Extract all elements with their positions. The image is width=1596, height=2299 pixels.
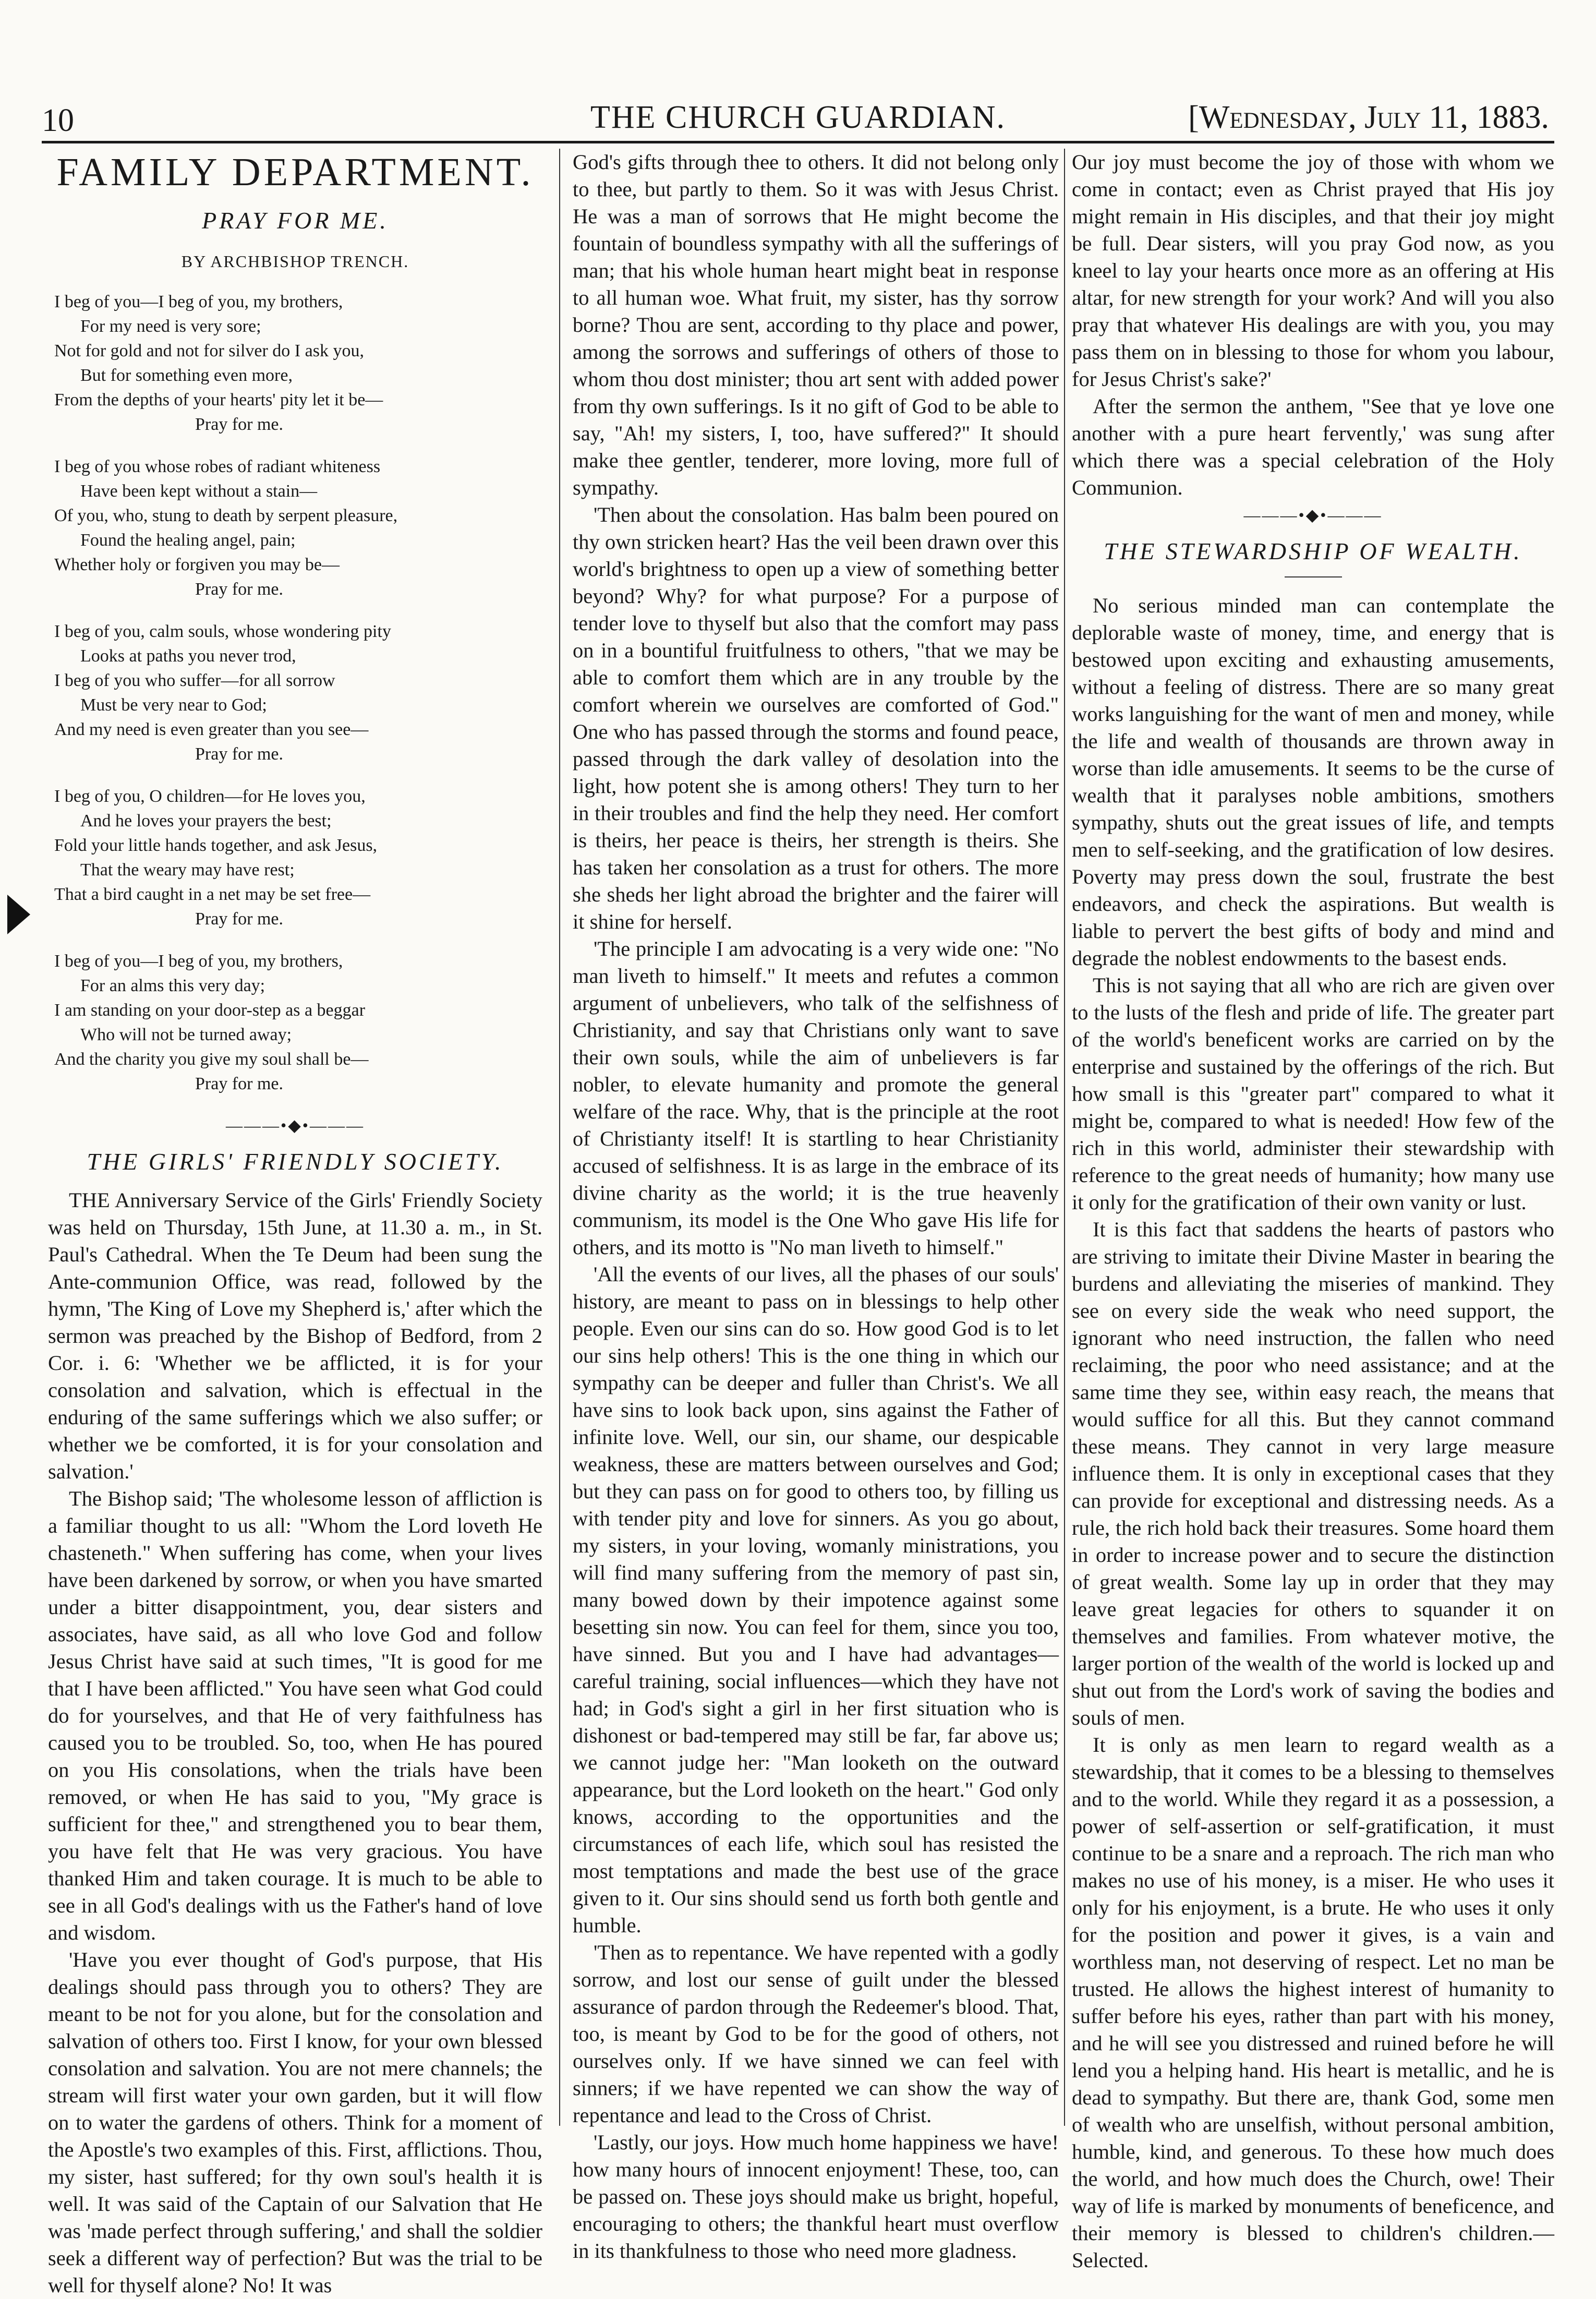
- article-paragraph: It is only as men learn to regard wealth as a stewardship, that it comes to be a blessing to themselves and to the world. While they regard it as a possession, a power of self-assertion or self-gratification, it must continue to be a snare and a reproach. The rich man who makes no use of his money, is a miser. He who uses it only for his enjoyment, is a brute. He who uses it only for the position and power it gives, is a vain and worthless man, not deserving of respect. Let no man be trusted. He allows the highest interest of humanity to suffer before his eyes, rather than part with his money, and he will see you distressed and ruined before he will lend you a helping hand. His heart is metallic, and he is dead to sympathy. But there are, thank God, some men of wealth who are unselfish, without personal ambition, humble, kind, and generous. To these how much does the world, and how much does the Church, owe! Their way of life is marked by monuments of beneficence, and their memory is blessed to children's children.—Selected.: [1072, 1733, 1554, 2272]
- poem-line: Fold your little hands together, and ask Jesus,: [54, 836, 378, 855]
- poem-line: I beg of you whose robes of radiant whiteness: [54, 457, 381, 476]
- poem-line: Whether holy or forgiven you may be—: [54, 555, 340, 574]
- article-paragraph: 'Then as to repentance. We have repented with a godly sorrow, and lost our sense of guilt under the blessed assurance of pardon through the Redeemer's blood. That, too, is meant by God to be for the good of others, not ourselves only. If we have sinned we can feel with sinners; if we have repented we can show the way of repentance and lead to the Cross of Christ.: [573, 1941, 1059, 2127]
- margin-marker-icon: [7, 895, 30, 934]
- column-divider: [1064, 149, 1065, 2126]
- newspaper-title: THE CHURCH GUARDIAN.: [590, 100, 1006, 135]
- poem-byline: BY ARCHBISHOP TRENCH.: [181, 252, 409, 271]
- poem-line: I am standing on your door-step as a beggar: [54, 1001, 366, 1020]
- poem-line: Have been kept without a stain—: [80, 482, 318, 501]
- poem-stanza: [54, 784, 542, 931]
- poem-stanza: [54, 290, 542, 437]
- article-paragraph: 'The principle I am advocating is a very wide one: "No man liveth to himself." It meets and refutes a common argument of unbelievers, who talk of the selfishness of Christianity, and say that Christians only want to save their own souls, while the aim of unbelievers is far nobler, to elevate humanity and promote the general welfare of the race. Why, that is the principle at the root of Christianty itself! It is startling to hear Christianity accused of selfishness. It is as large in the embrace of its divine charity as the world; it is the true heavenly communism, its model is the One Who gave His life for others, and its motto is "No man liveth to himself.": [573, 937, 1059, 1259]
- poem-line: Must be very near to God;: [80, 695, 267, 715]
- column-1: [48, 149, 542, 2297]
- column-2: [573, 149, 1059, 2262]
- poem-line: I beg of you—I beg of you, my brothers,: [54, 952, 343, 971]
- poem-line: From the depths of your hearts' pity let it be—: [54, 390, 383, 410]
- poem: [48, 290, 542, 1096]
- poem-refrain: Pray for me.: [195, 580, 284, 599]
- poem-refrain: Pray for me.: [195, 909, 284, 929]
- page-number: 10: [42, 103, 74, 138]
- poem-title: PRAY FOR ME.: [202, 207, 389, 234]
- poem-refrain: Pray for me.: [195, 415, 284, 434]
- issue-date: [Wednesday, July 11, 1883.: [1188, 100, 1549, 135]
- poem-line: And the charity you give my soul shall be—: [54, 1050, 369, 1069]
- column-divider: [559, 149, 560, 2126]
- article-paragraph: 'Lastly, our joys. How much home happiness we have! how many hours of innocent enjoyment! These, too, can be passed on. These joys should make us bright, hopeful, encouraging to others; the thankful heart must overflow in its thankfulness to those who need more gladness.: [573, 2131, 1059, 2262]
- poem-line: Not for gold and not for silver do I ask you,: [54, 341, 364, 360]
- poem-line: I beg of you who suffer—for all sorrow: [54, 671, 335, 690]
- poem-line: And my need is even greater than you see—: [54, 720, 369, 739]
- poem-line: For my need is very sore;: [80, 317, 261, 336]
- page-header: [42, 94, 1554, 143]
- poem-refrain: Pray for me.: [195, 744, 284, 764]
- article-paragraph: The Bishop said; 'The wholesome lesson of affliction is a familiar thought to us all: "Whom the Lord loveth He chasteneth." When suffering has come, when your lives have been darkened by sorrow, or when you have smarted under a bitter disappointment, you, dear sisters and associates, have said, as all who love God and follow Jesus Christ have said at such times, "It is good for me that I have been afflicted." You have seen what God could do for yourselves, and that He of very faithfulness has caused you to be troubled. So, too, when He has poured on you His consolations, when the trials have been removed, or when He has said to you, "My grace is sufficient for thee," and strengthened you to bear them, you have felt that He was very gracious. You have thanked Him and taken courage. It is much to be able to see in all God's dealings with us the Father's hand of love and wisdom.: [48, 1487, 542, 1944]
- article-paragraph: After the sermon the anthem, "See that ye love one another with a pure heart fervently,' was sung after which there was a special celebration of the Holy Communion.: [1072, 394, 1554, 499]
- article-paragraph: No serious minded man can contemplate the deplorable waste of money, time, and energy that is bestowed upon exciting and exhausting amusements, without a feeling of distress. There are so many great works languishing for the want of men and money, while the life and wealth of thousands are thrown away in worse than idle amusements. It seems to be the curse of wealth that it paralyses noble ambitions, smothers sympathy, shuts out the great issues of life, and tempts men to self-seeking, and the gratification of low desires. Poverty may press down the soul, frustrate the best endeavors, and check the aspirations. But wealth is liable to pervert the best gifts of body and mind and degrade the noblest endowments to the basest ends.: [1072, 594, 1554, 970]
- column-3: [1072, 149, 1554, 2272]
- poem-stanza: [54, 949, 542, 1096]
- poem-line: That a bird caught in a net may be set free—: [54, 885, 371, 904]
- article-paragraph: THE Anniversary Service of the Girls' Friendly Society was held on Thursday, 15th June, at 11.30 a. m., in St. Paul's Cathedral. When the Te Deum had been sung the Ante-communion Office, was read, followed by the hymn, 'The King of Love my Shepherd is,' after which the sermon was preached by the Bishop of Bedford, from 2 Cor. i. 6: 'Whether we be afflicted, it is for your consolation and salvation, which is effectual in the enduring of the same sufferings which we also suffer; or whether we be comforted, it is for your consolation and salvation.': [48, 1188, 542, 1483]
- article-paragraph: 'Then about the consolation. Has balm been poured on thy own stricken heart? Has the veil been drawn over this world's brightness to open up a view of something better beyond? Why? for what purpose? For a purpose of tender love to thyself but also that the comfort may pass on in a bountiful fruitfulness to others, "that we may be able to comfort them which are in any trouble by the comfort wherein we ourselves are comforted of God." One who has passed through the storms and found peace, passed through the dark valley of desolation into the light, how potent she is among others! They turn to her in their troubles and find the help they need. Her comfort is theirs, her peace is theirs, her strength is theirs. She has taken her consolation as a trust for others. The more she sheds her light abroad the brighter and the fairer will it shine for herself.: [573, 503, 1059, 933]
- section-ornament: ———•◆•———: [1243, 505, 1383, 524]
- poem-line: Who will not be turned away;: [80, 1025, 292, 1044]
- article-paragraph: God's gifts through thee to others. It did not belong only to thee, but partly to them. So it was with Jesus Christ. He was a man of sorrows that He might become the fountain of boundless sympathy with all the sufferings of man; that his whole human heart might beat in response to all human woe. What fruit, my sister, has thy sorrow borne? Thou are sent, according to thy place and power, among the sorrows and sufferings of others of those to whom thou dost minister; thou art sent with added power from thy own sufferings. Is it no gift of God to be able to say, "Ah! my sisters, I, too, have suffered?" It should make thee gentler, tenderer, more loving, more full of sympathy.: [573, 150, 1059, 499]
- article-paragraph: 'Have you ever thought of God's purpose, that His dealings should pass through you to others? They are meant to be not for you alone, but for the consolation and salvation of others too. First I know, for your own blessed consolation and salvation. You are not mere channels; the stream will first water your own garden, but it will flow on to water the gardens of others. Think for a moment of the Apostle's two examples of this. First, afflictions. Thou, my sister, hast suffered; for thy own soul's health it is well. It was said of the Captain of our Salvation that He was 'made perfect through suffering,' and shall the soldier seek a different way of perfection? But was the trial to be well for thyself alone? No! It was: [48, 1948, 542, 2297]
- poem-line: Looks at paths you never trod,: [80, 646, 296, 666]
- article-paragraph: It is this fact that saddens the hearts of pastors who are striving to imitate their Divine Master in bearing the burdens and alleviating the miseries of mankind. They see on every side the weak who need support, the ignorant who need instruction, the fallen who need reclaiming, the poor who need assistance; and at the same time they see, within easy reach, the means that would suffice for all this. But they cannot command these means. They cannot in very large measure influence them. It is only in exceptional cases that they can provide for exceptional and distressing needs. As a rule, the rich hold back their treasures. Some hoard them in order to increase power and to secure the distinction of great wealth. Some lay up in order that they may leave great legacies for others to squander it on themselves and families. From whatever motive, the larger portion of the wealth of the world is locked up and shut out from the Lord's work of saving the bodies and souls of men.: [1072, 1218, 1554, 1729]
- poem-line: I beg of you, O children—for He loves you,: [54, 787, 366, 806]
- poem-line: That the weary may have rest;: [80, 860, 295, 880]
- article-title: THE GIRLS' FRIENDLY SOCIETY.: [87, 1148, 504, 1175]
- poem-refrain: Pray for me.: [195, 1074, 284, 1093]
- poem-line: I beg of you—I beg of you, my brothers,: [54, 292, 343, 311]
- article-title: THE STEWARDSHIP OF WEALTH.: [1104, 538, 1522, 564]
- poem-line: But for something even more,: [80, 366, 293, 385]
- title-underline: [1285, 576, 1342, 577]
- department-heading: FAMILY DEPARTMENT.: [56, 150, 534, 194]
- poem-line: Found the healing angel, pain;: [80, 531, 296, 550]
- poem-line: I beg of you, calm souls, whose wondering pity: [54, 622, 391, 641]
- poem-stanza: [54, 454, 542, 601]
- article-paragraph: This is not saying that all who are rich are given over to the lusts of the flesh and pride of life. The greater part of the world's beneficent works are carried on by the enterprise and sustained by the offerings of the rich. But how small is this "greater part" compared to what it might be, compared to what is needed! How few of the rich in this world, administer their stewardship with reference to the great needs of humanity; how many use it only for the gratification of their own vanity or lust.: [1072, 973, 1554, 1214]
- poem-stanza: [54, 619, 542, 766]
- article-paragraph: 'All the events of our lives, all the phases of our souls' history, are meant to pass on in blessings to help other people. Even our sins can do so. How good God is to let our sins help others! This is the one thing in which our sympathy can be deeper and fuller than Christ's. We all have sins to look back upon, sins against the Father of infinite love. Well, our sin, our shame, our despicable weakness, these are matters between ourselves and God; but they can pass on for good to others too, by filling us with tender pity and love for sinners. As you go about, my sisters, in your loving, womanly ministrations, you will find many suffering from the memory of past sin, many bowed down by their impotence against some besetting sin now. You can feel for them, since you too, have sinned. But you and I have had advantages—careful training, social influences—which they have not had; in God's sight a girl in her first situation who is dishonest or bad-tempered may still be far, far above us; we cannot judge her: "Man looketh on the outward appearance, but the Lord looketh on the heart." God only knows, according to the opportunities and the circumstances of each life, which soul has resisted the most temptations and made the best use of the grace given to it. Our sins should send us forth both gentle and humble.: [573, 1262, 1059, 1937]
- poem-line: Of you, who, stung to death by serpent pleasure,: [54, 506, 398, 525]
- poem-line: For an alms this very day;: [80, 976, 265, 995]
- poem-line: And he loves your prayers the best;: [80, 811, 332, 830]
- section-ornament: ———•◆•———: [225, 1116, 365, 1135]
- article-paragraph: Our joy must become the joy of those with whom we come in contact; even as Christ prayed that His joy might remain in His disciples, and that their joy might be full. Dear sisters, will you pray God now, as you kneel to lay your hearts once more as an offering at His altar, for new strength for your work? And will you also pray that whatever His dealings are with you, you may pass them on in blessing to those for whom you labour, for Jesus Christ's sake?': [1072, 150, 1554, 391]
